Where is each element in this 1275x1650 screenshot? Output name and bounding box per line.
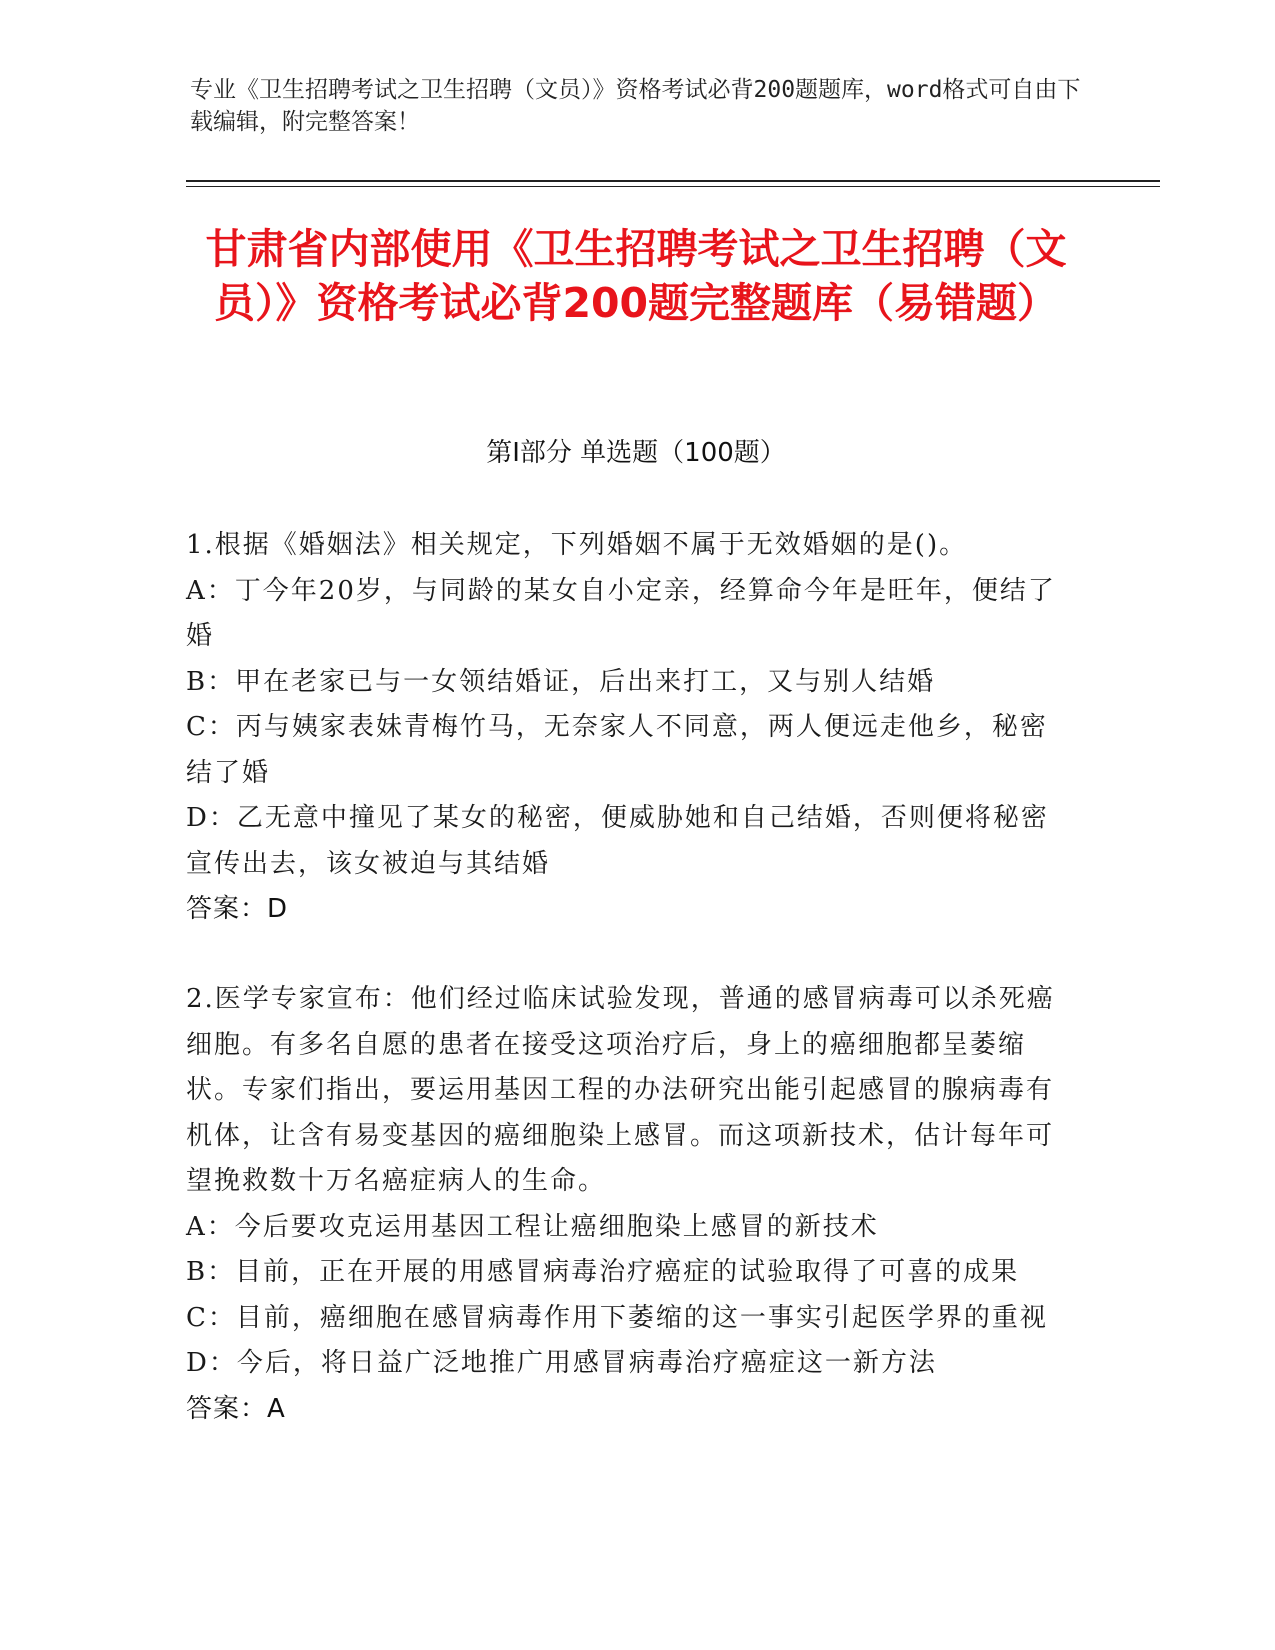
question-1-stem: 1.根据《婚姻法》相关规定，下列婚姻不属于无效婚姻的是()。 bbox=[186, 530, 968, 560]
question-1 bbox=[186, 523, 1066, 933]
header-divider-thick bbox=[186, 180, 1160, 182]
question-2-option-c: C：目前，癌细胞在感冒病毒作用下萎缩的这一事实引起医学界的重视 bbox=[186, 1302, 1048, 1333]
question-2-answer: 答案：A bbox=[186, 1393, 286, 1424]
question-1-option-b: B：甲在老家已与一女领结婚证，后出来打工，又与别人结婚 bbox=[186, 666, 936, 697]
question-2-option-b: B：目前，正在开展的用感冒病毒治疗癌症的试验取得了可喜的成果 bbox=[186, 1257, 1020, 1287]
document-title: 甘肃省内部使用《卫生招聘考试之卫生招聘（文员）》资格考试必背200题完整题库（易错题） bbox=[205, 225, 1067, 327]
question-2 bbox=[186, 977, 1066, 1432]
header-divider-thin bbox=[186, 186, 1160, 187]
document-header-note: 专业《卫生招聘考试之卫生招聘（文员）》资格考试必背200题题库，word格式可自由下载编辑，附完整答案！ bbox=[190, 77, 1081, 135]
question-1-option-a: A：丁今年20岁，与同龄的某女自小定亲，经算命今年是旺年，便结了婚 bbox=[186, 575, 1056, 651]
question-2-option-d: D：今后，将日益广泛地推广用感冒病毒治疗癌症这一新方法 bbox=[186, 1348, 937, 1378]
question-1-option-c: C：丙与姨家表妹青梅竹马，无奈家人不同意，两人便远走他乡，秘密结了婚 bbox=[186, 712, 1048, 788]
section-heading: 第I部分 单选题（100题） bbox=[486, 438, 786, 468]
question-2-stem: 2.医学专家宣布：他们经过临床试验发现，普通的感冒病毒可以杀死癌细胞。有多名自愿的患者在接受这项治疗后，身上的癌细胞都呈萎缩状。专家们指出，要运用基因工程的办法研究出能引起感冒的腺病毒有机体，让含有易变基因的癌细胞染上感冒。而这项新技术，估计每年可望挽救数十万名癌症病人的生命。 bbox=[186, 984, 1055, 1196]
question-1-option-d: D：乙无意中撞见了某女的秘密，便威胁她和自己结婚，否则便将秘密宣传出去，该女被迫与其结婚 bbox=[186, 803, 1049, 879]
question-2-option-a: A：今后要攻克运用基因工程让癌细胞染上感冒的新技术 bbox=[186, 1211, 879, 1242]
question-1-answer: 答案：D bbox=[186, 894, 289, 924]
